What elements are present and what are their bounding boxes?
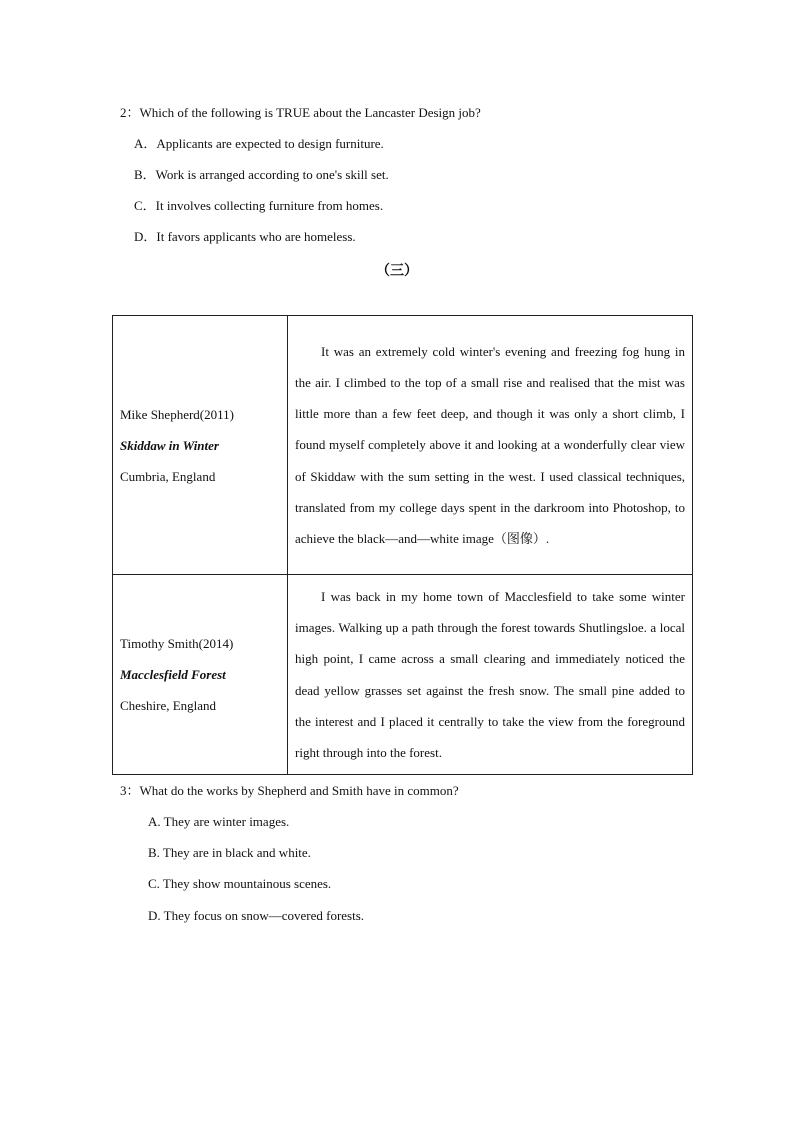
work-description: It was an extremely cold winter's evening and freezing fog hung in the air. I climbed to the top of a small rise and realised that the mist was little more than a few feet deep, and though it was only a short climb, I found myself completely above it and looking at a wonderfully clear view of Skiddaw with the sum setting in the west. I used classical techniques, translated from my college days spent in the darkroom into Photoshop, to achieve the black—and—white image（图像）. [288,316,693,575]
table-row [113,316,693,575]
question-3-stem: 3：What do the works by Shepherd and Smith have in common? [120,783,459,798]
work-title: Macclesfield Forest [120,667,226,683]
work-meta-cell [113,316,288,575]
question-2-option-a: A．Applicants are expected to design furniture. [134,136,384,151]
work-description: I was back in my home town of Macclesfield to take some winter images. Walking up a path through the forest towards Shutlingsloe. a local high point, I came across a small clearing and immediately noticed the dead yellow grasses set against the fresh snow. The small pine added to the interest and I placed it centrally to take the view from the foreground right through into the forest. [288,575,693,775]
question-3-option-d: D. They focus on snow—covered forests. [148,908,365,923]
question-2-option-c: C．It involves collecting furniture from homes. [134,198,384,213]
work-title: Skiddaw in Winter [120,437,219,453]
work-author: Timothy Smith(2014) [120,636,234,652]
question-3-option-b: B. They are in black and white. [148,845,311,860]
section-title: （三） [376,263,418,279]
question-3-option-c: C. They show mountainous scenes. [148,876,332,891]
work-meta-cell [113,575,288,775]
question-2-option-b: B．Work is arranged according to one's skill set. [134,167,389,182]
work-location: Cumbria, England [120,468,216,484]
question-2-stem: 2：Which of the following is TRUE about the Lancaster Design job? [120,105,481,120]
work-location: Cheshire, England [120,698,217,714]
question-3-option-a: A. They are winter images. [148,814,290,829]
question-2-option-d: D．It favors applicants who are homeless. [134,229,356,244]
works-table [112,315,693,775]
work-author: Mike Shepherd(2011) [120,406,234,422]
table-row [113,575,693,775]
